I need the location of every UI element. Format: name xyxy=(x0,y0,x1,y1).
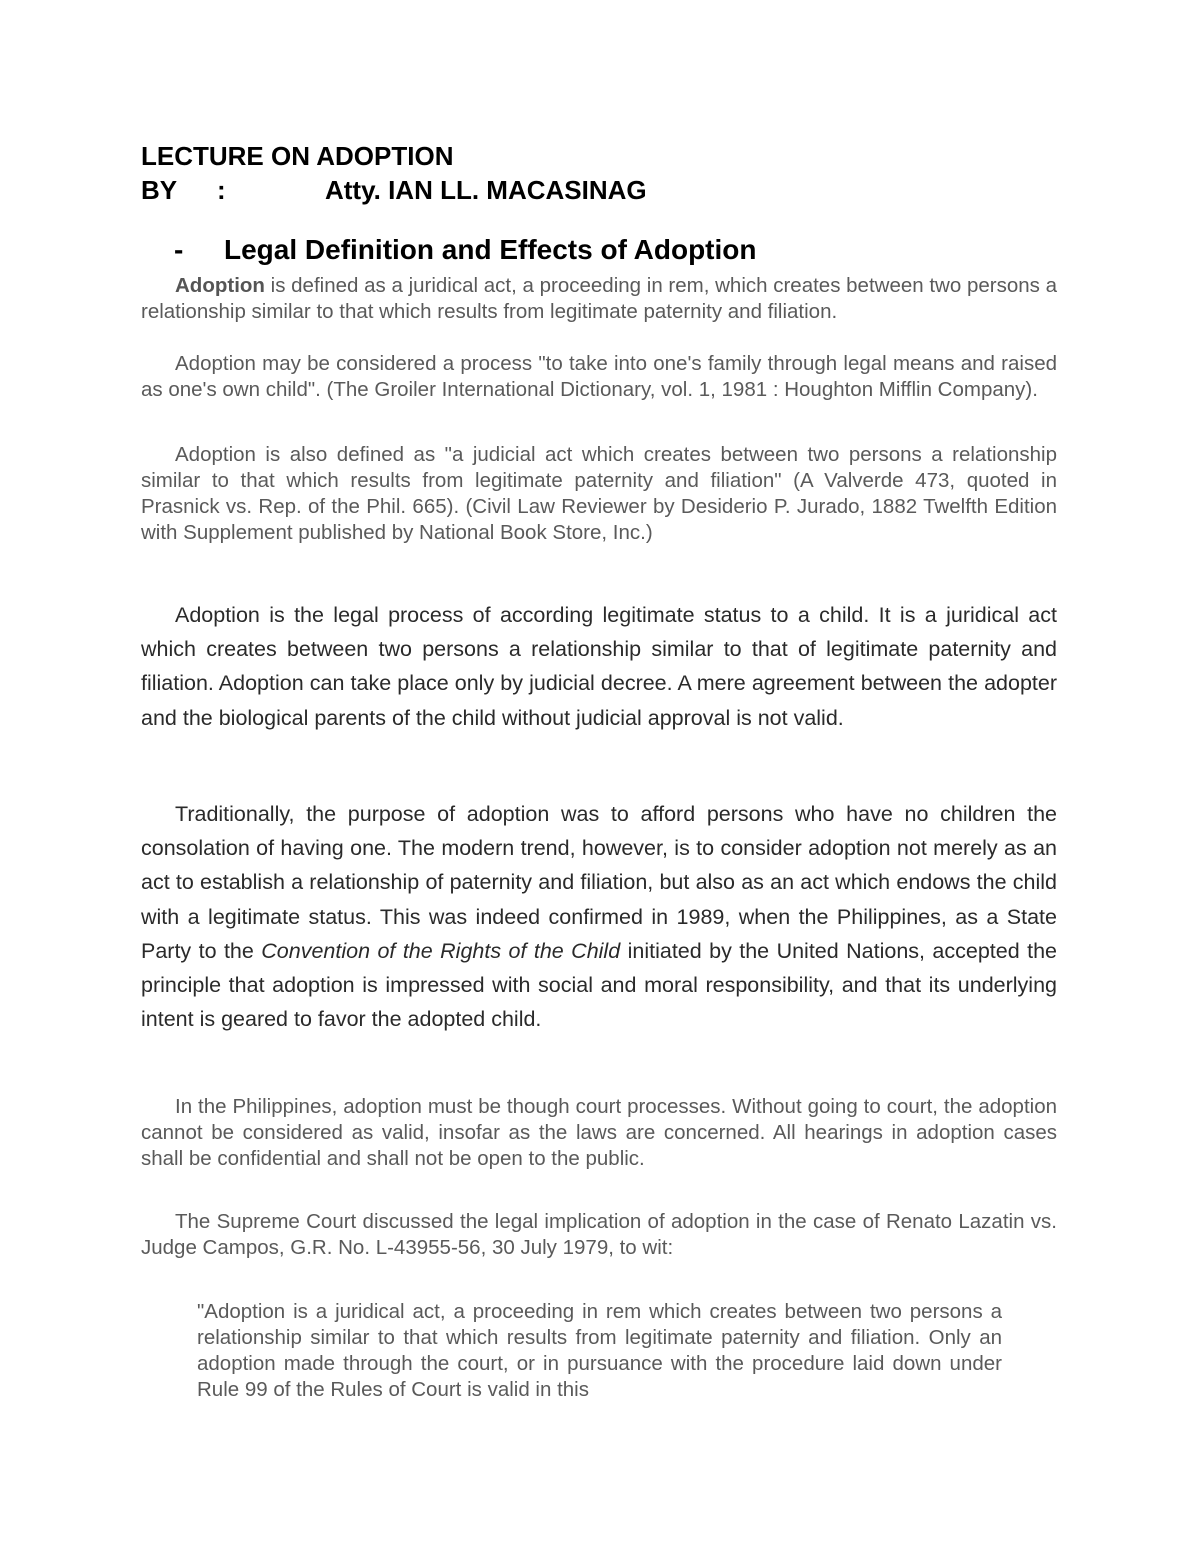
section-heading xyxy=(174,234,757,266)
paragraph-process: Adoption may be considered a process "to take into one's family through legal means and raised as one's own child". (The Groiler International Dictionary, vol. 1, 1981 : Houghton Mifflin Company). xyxy=(141,352,1057,401)
paragraph-judicial-act: Adoption is also defined as "a judicial act which creates between two persons a relationship similar to that which results from legitimate paternity and filiation" (A Valverde 473, quoted in Prasnick vs. Rep. of the Phil. 665). (Civil Law Reviewer by Desiderio P. Jurado, 1882 Twelfth Edition with Supplement published by National Book Store, Inc.) xyxy=(141,443,1057,544)
paragraph-legal-process: Adoption is the legal process of according legitimate status to a child. It is a juridical act which creates between two persons a relationship similar to that of legitimate paternity and filiation. Adoption can take place only by judicial decree. A mere agreement between the adopter and the biological parents of the child without judicial approval is not valid. xyxy=(141,603,1057,730)
heading-dash: - xyxy=(174,234,184,265)
by-label: BY xyxy=(141,175,178,205)
paragraph-supreme-court: The Supreme Court discussed the legal implication of adoption in the case of Renato Lazatin vs. Judge Campos, G.R. No. L-43955-56, 30 July 1979, to wit: xyxy=(141,1210,1057,1259)
convention-title: Convention of the Rights of the Child xyxy=(261,938,621,963)
author-name: Atty. IAN LL. MACASINAG xyxy=(325,175,647,205)
heading-text: Legal Definition and Effects of Adoption xyxy=(224,234,757,265)
paragraph-philippines: In the Philippines, adoption must be though court processes. Without going to court, the adoption cannot be considered as valid, insofar as the laws are concerned. All hearings in adoption cases shall be confidential and shall not be open to the public. xyxy=(141,1095,1057,1170)
by-separator: : xyxy=(217,175,226,205)
document-title: LECTURE ON ADOPTION xyxy=(141,141,454,171)
paragraph-purpose xyxy=(141,797,1057,1036)
block-quote: "Adoption is a juridical act, a proceeding in rem which creates between two persons a relationship similar to that which results from legitimate paternity and filiation. Only an adoption made through the court, or in pursuance with the procedure laid down under Rule 99 of the Rules of Court is valid in this xyxy=(197,1300,1002,1401)
paragraph-definition-text: is defined as a juridical act, a proceeding in rem, which creates between two persons a relationship similar to that which results from legitimate paternity and filiation. xyxy=(141,274,1057,323)
author-line xyxy=(141,175,647,206)
paragraph-definition xyxy=(141,273,1057,325)
paragraph-purpose-text-b: initiated by the United Nations, accepted the principle that adoption is impressed with social and moral responsibility, and that its underlying intent is geared to favor the adopted child. xyxy=(141,938,1058,1032)
paragraph-purpose-text-a: Traditionally, the purpose of adoption was to afford persons who have no children the consolation of having one. The modern trend, however, is to consider adoption not merely as an act to establish a relationship of paternity and filiation, but also as an act which endows the child with a legitimate status. This was indeed confirmed in 1989, when the Philippines, as a State Party to the xyxy=(141,802,1057,963)
paragraph-definition-term: Adoption xyxy=(175,274,265,297)
